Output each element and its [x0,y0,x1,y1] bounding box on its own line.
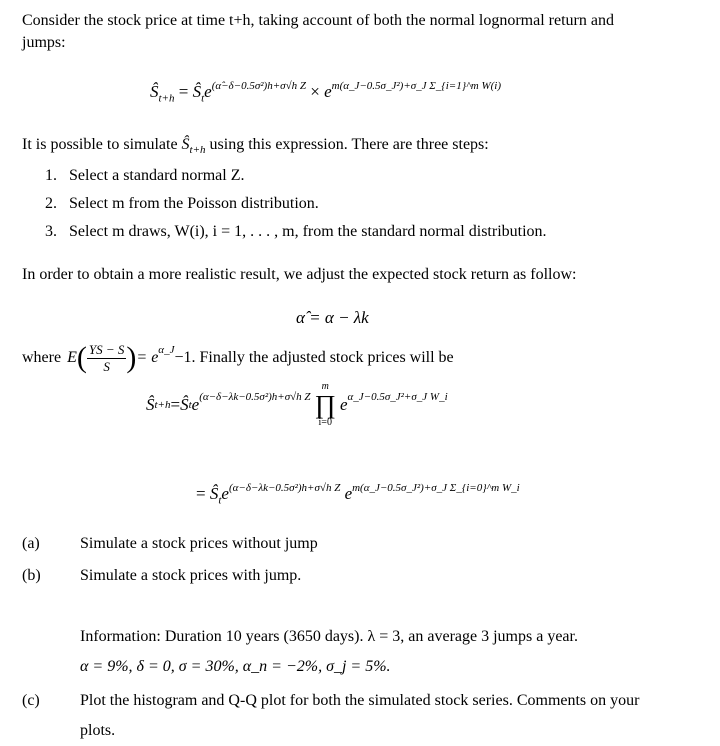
eq4-equals: = [196,484,210,503]
intro-line-2: jumps: [22,34,66,51]
simulate-symbol-sub: t+h [189,144,206,157]
eq1-rhs-base: Ŝ [192,82,202,101]
step-number: 2. [45,195,57,212]
eq1-equals: = [174,82,193,101]
list-item [45,218,547,246]
where-rhs-exp: α_J [158,344,175,356]
simulate-pre: It is possible to simulate [22,136,182,153]
eq3-rhs-base: Ŝ [180,395,189,414]
fraction-numerator: YS − S [88,341,125,357]
equation-adjusted-price-product: Ŝ t+h = Ŝ t e (α−δ−λk−0.5σ²)h+σ√h Z m ∏ i=0 e α_J−0.5σ_J²+σ_J W_i [146,381,448,428]
step-text: Select m draws, W(i), i = 1, . . . , m, from the standard normal distribution. [69,223,547,240]
information-line-2: α = 9%, δ = 0, σ = 30%, α_n = −2%, σ_j = 5%. [80,658,391,675]
part-c-line-2: plots. [80,722,116,739]
eq3-exponent-2: α_J−0.5σ_J²+σ_J W_i [347,391,448,403]
simulate-symbol: Ŝ [181,136,190,153]
eq1-lhs: Ŝ [150,82,159,101]
eq1-e: e [204,82,212,101]
eq4-exponent-2: m(α_J−0.5σ_J²)+σ_J Σ_{i=0}^m W_i [352,482,520,494]
simulate-sentence [22,134,489,156]
part-label: (c) [22,692,40,709]
eq1-rhs-sub: t [201,92,205,105]
eq3-equals: = [170,395,181,414]
equation-adjusted-price-sum [196,482,520,507]
eq1-times: × [310,82,320,101]
part-c-line-1: Plot the histogram and Q-Q plot for both the simulated stock series. Comments on your [80,692,640,709]
where-label: where [22,349,62,366]
expectation-symbol: E [67,349,77,366]
intro-line-1: Consider the stock price at time t+h, taking account of both the normal lognormal return and [22,12,614,29]
eq4-e2: e [344,484,353,503]
information-line-1: Information: Duration 10 years (3650 days). λ = 3, an average 3 jumps a year. [80,628,578,645]
eq3-exponent-1: (α−δ−λk−0.5σ²)h+σ√h Z [199,391,311,403]
where-rhs-tail: −1 [174,349,192,366]
step-text: Select m from the Poisson distribution. [69,195,319,212]
eq1-exponent-1: (α̂−δ−0.5σ²)h+σ√h Z [211,80,306,92]
part-label: (a) [22,535,40,552]
right-paren: ) [126,341,137,374]
simulate-post: using this expression. There are three steps: [205,136,489,153]
eq1-exponent-2: m(α_J−0.5σ_J²)+σ_J Σ_{i=1}^m W(i) [331,80,502,92]
product-operator [315,382,336,428]
part-b [22,560,318,592]
part-text: Simulate a stock prices without jump [80,535,318,552]
eq3-e2: e [339,395,348,414]
eq4-rhs-base: Ŝ [209,484,219,503]
step-text: Select a standard normal Z. [69,167,245,184]
eq4-e: e [221,484,229,503]
eq3-lhs: Ŝ [146,395,155,414]
equation-jump-price [150,80,502,105]
information-block [80,622,578,682]
eq1-e2: e [324,82,332,101]
product-symbol: ∏ [314,390,336,419]
expectation-fraction [87,342,127,375]
where-sentence: . Finally the adjusted stock prices will be [191,349,454,366]
equation-adjusted-return: α̂ = α − λk [296,308,369,327]
where-rhs: = e [136,349,159,366]
where-line [22,338,454,378]
eq3-e: e [191,395,200,414]
eq1-lhs-sub: t+h [158,92,175,105]
list-item [45,162,547,190]
product-lower-limit: i=0 [318,417,332,428]
fraction-denominator: S [103,358,110,374]
steps-list [45,162,547,246]
step-number: 3. [45,223,57,240]
part-text: Simulate a stock prices with jump. [80,567,302,584]
step-number: 1. [45,167,57,184]
intro-paragraph [22,10,712,54]
part-a [22,528,318,560]
part-c [22,686,712,746]
left-paren: ( [76,341,87,374]
parts-list [22,528,318,592]
eq4-exponent-1: (α−δ−λk−0.5σ²)h+σ√h Z [228,482,341,494]
eq4-rhs-sub: t [218,494,222,507]
list-item [45,190,547,218]
product-upper-limit: m [321,381,329,392]
part-label: (b) [22,567,41,584]
adjust-sentence: In order to obtain a more realistic result, we adjust the expected stock return as follow: [22,266,577,283]
